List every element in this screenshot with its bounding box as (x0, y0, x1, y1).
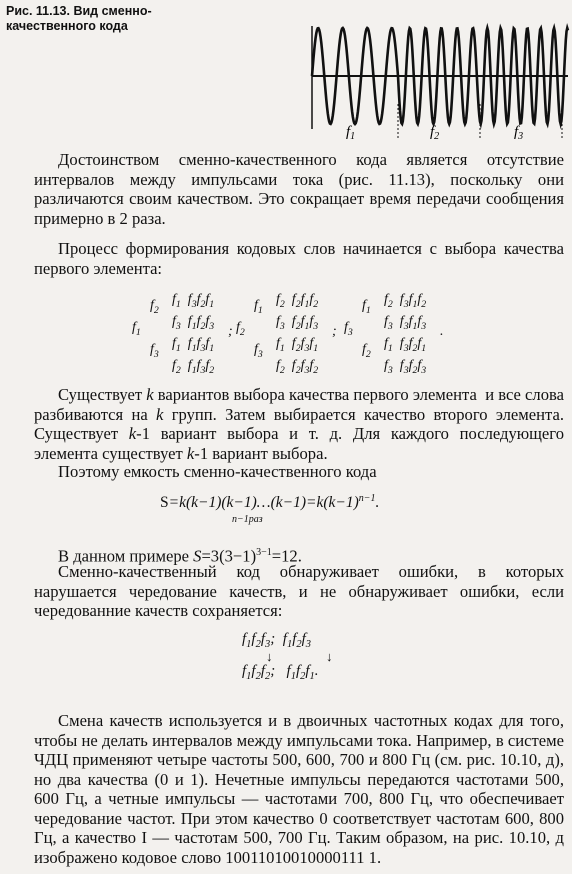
capacity-formula: $S=k(k-1)(k-1)\dots(k-1)=k(k-1)^{n-1}$. (160, 493, 380, 512)
figure-waveform (300, 4, 572, 154)
label-f2: $f_2$ (430, 124, 440, 142)
paragraph-7: Смена качеств используется и в двоичных частотных кодах для того, чтобы не делать интервалов между импульсами тока. Например, в системе ЧДЦ применяют четыре частоты 500, 600, 700 и 800 Гц (см. рис. 10.10, д), но два качества (0 и 1). Нечетные импульсы передаются частотами 500, 600 Гц, а четные импульсы — частотами 700, 800 Гц, что обеспечивает чередование частот. При этом качество 0 соответствует частотам 600, 800 Гц, а качество I — частотам 500, 700 Гц. Таким образом, на рис. 10.10, д изображено кодовое слово 10011010010000111 1. (34, 711, 564, 867)
capacity-under: n−1раз (232, 514, 263, 525)
paragraph-3: Существует k вариантов выбора качества первого элемента и все слова разбиваются на k групп. Затем выбирается качество второго элемента. Существует k-1 вариант выбора и т. д. Для каждого последующего элемента существует k-1 вариант выбора. (34, 385, 564, 463)
paragraph-6: Сменно-качественный код обнаруживает ошибки, в которых нарушается чередование качеств, и не обнаруживает ошибки, если чередованние качеств сохраняется: (34, 562, 564, 620)
paragraph-1: Достоинством сменно-качественного кода является отсутствие интервалов между импульсами тока (рис. 11.13), поскольку они различаются своим качеством. Это сокращает время передачи сообщения примерно в 2 раза. (34, 150, 564, 228)
figure-caption: Рис. 11.13. Вид сменно-качественного кода (6, 4, 152, 33)
paragraph-2: Процесс формирования кодовых слов начинается с выбора качества первого элемента: (34, 239, 564, 278)
paragraph-4: Поэтому емкость сменно-качественного кода (58, 462, 377, 481)
label-f1: $f_1$ (346, 124, 356, 142)
label-f3: $f_3$ (514, 124, 524, 142)
paragraph-5: В данном примере $S=3(3-1)^{3-1}=12$. (58, 546, 302, 566)
